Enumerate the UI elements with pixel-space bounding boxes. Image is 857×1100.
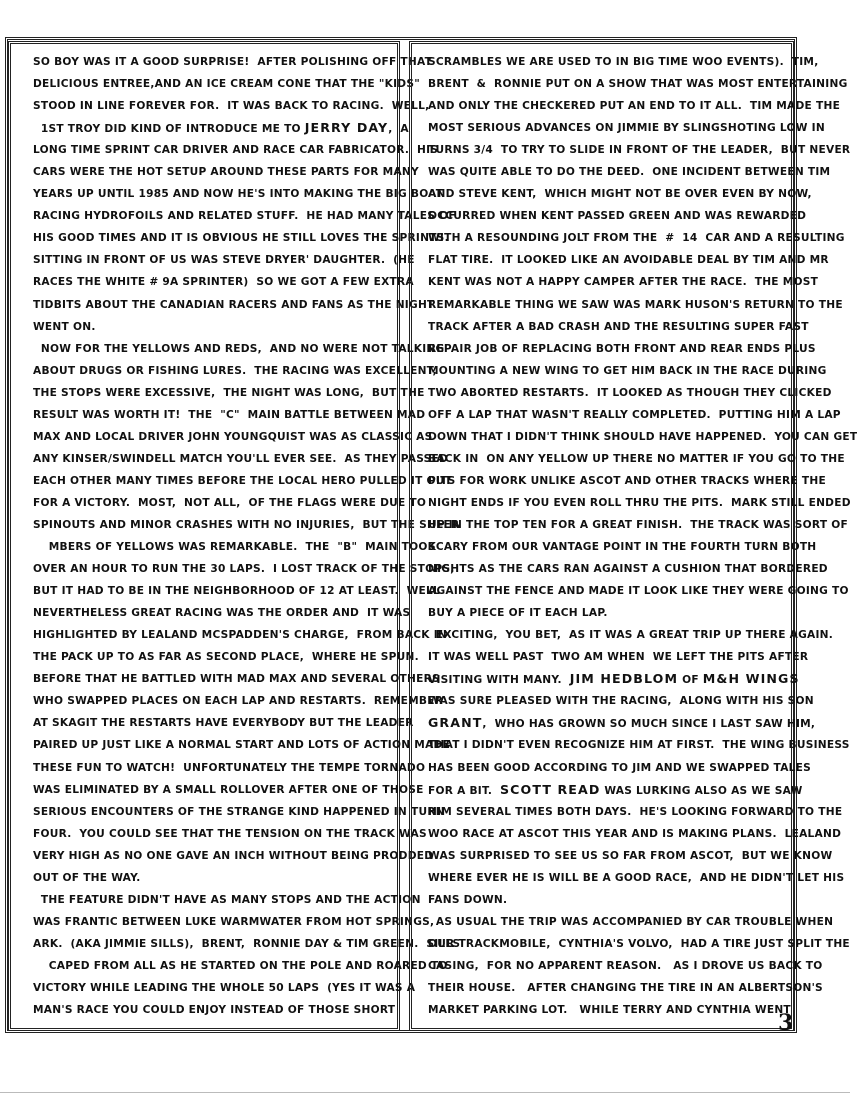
text-line xyxy=(428,514,848,536)
text-segment: OUR TRACKMOBILE, CYNTHIA'S VOLVO, HAD A TIRE JUST SPLIT THE xyxy=(428,937,850,950)
text-segment: AGAINST THE FENCE AND MADE IT LOOK LIKE THEY WERE GOING TO xyxy=(428,585,849,598)
text-line xyxy=(428,712,816,734)
text-segment: RESULT WAS WORTH IT! THE "C" MAIN BATTLE BETWEEN MAD xyxy=(33,408,426,421)
text-segment: TWO ABORTED RESTARTS. IT LOOKED AS THOUGH THEY CLICKED xyxy=(428,386,832,399)
text-segment: CARS WERE THE HOT SETUP AROUND THESE PARTS FOR MANY xyxy=(33,166,419,179)
text-line xyxy=(33,382,425,404)
text-segment: ARK. (AKA JIMMIE SILLS), BRENT, RONNIE DAY & TIM GREEN. SILLS xyxy=(33,937,461,950)
text-segment: SERIOUS ENCOUNTERS OF THE STRANGE KIND HAPPENED IN TURN xyxy=(33,805,445,818)
text-segment: FLAT TIRE. IT LOOKED LIKE AN AVOIDABLE DEAL BY TIM AND MR xyxy=(428,254,829,267)
text-segment: WAS FRANTIC BETWEEN LUKE WARMWATER FROM HOT SPRINGS, xyxy=(33,915,435,928)
text-segment: WAS SURPRISED TO SEE US SO FAR FROM ASCOT, BUT WE KNOW xyxy=(428,849,833,862)
text-segment: PITS FOR WORK UNLIKE ASCOT AND OTHER TRACKS WHERE THE xyxy=(428,474,826,487)
text-line xyxy=(428,779,803,801)
text-segment: BUY A PIECE OF IT EACH LAP. xyxy=(428,607,608,620)
text-line xyxy=(428,646,809,668)
text-segment: HIS GOOD TIMES AND IT IS OBVIOUS HE STILL LOVES THE SPRINTS. xyxy=(33,232,449,245)
text-segment: OFF A LAP THAT WASN'T REALLY COMPLETED. PUTTING HIM A LAP xyxy=(428,408,841,421)
text-line xyxy=(33,955,448,977)
text-segment: NEVERTHELESS GREAT RACING WAS THE ORDER AND IT WAS xyxy=(33,607,411,620)
text-segment: TIDBITS ABOUT THE CANADIAN RACERS AND FANS AS THE NIGHT xyxy=(33,298,435,311)
right-column xyxy=(409,41,857,1031)
text-segment: UP IN THE TOP TEN FOR A GREAT FINISH. THE TRACK WAS SORT OF xyxy=(428,518,848,531)
text-line xyxy=(428,558,828,580)
text-segment: SITTING IN FRONT OF US WAS STEVE DRYER' DAUGHTER. (HE xyxy=(33,254,415,267)
text-segment: FANS DOWN. xyxy=(428,893,508,906)
text-segment: CAPED FROM ALL AS HE STARTED ON THE POLE AND ROARED TO xyxy=(33,959,448,972)
text-segment: EACH OTHER MANY TIMES BEFORE THE LOCAL HERO PULLED IT OUT xyxy=(33,474,453,487)
text-segment: WHERE EVER HE IS WILL BE A GOOD RACE, AND HE DIDN'T LET HIS xyxy=(428,871,845,884)
text-line xyxy=(33,316,389,338)
text-segment: DELICIOUS ENTREE,AND AN ICE CREAM CONE THAT THE "KIDS" xyxy=(33,78,420,91)
text-line xyxy=(428,690,814,712)
text-line xyxy=(33,867,389,889)
text-line xyxy=(33,470,453,492)
text-line xyxy=(33,271,414,293)
text-segment: HAS BEEN GOOD ACCORDING TO JIM AND WE SWAPPED TALES xyxy=(428,761,812,774)
text-line xyxy=(428,889,785,911)
text-line xyxy=(33,558,455,580)
text-segment: THEIR HOUSE. AFTER CHANGING THE TIRE IN AN ALBERTSON'S xyxy=(428,981,823,994)
text-segment: IT WAS WELL PAST TWO AM WHEN WE LEFT THE PITS AFTER xyxy=(428,651,809,664)
text-line xyxy=(33,602,411,624)
text-segment: REMARKABLE THING WE SAW WAS MARK HUSON'S RETURN TO THE xyxy=(428,298,843,311)
text-line xyxy=(33,294,435,316)
text-line xyxy=(428,227,845,249)
text-segment: BUT IT HAD TO BE IN THE NEIGHBORHOOD OF 12 AT LEAST. WELL xyxy=(33,585,441,598)
text-line xyxy=(428,51,819,73)
text-line xyxy=(428,316,809,338)
text-segment: EXCITING, YOU BET, AS IT WAS A GREAT TRIP UP THERE AGAIN. xyxy=(428,629,834,642)
text-segment: WAS SURE PLEASED WITH THE RACING, ALONG WITH HIS SON xyxy=(428,695,814,708)
text-line xyxy=(428,404,841,426)
text-segment: TRACK AFTER A BAD CRASH AND THE RESULTING SUPER FAST xyxy=(428,320,809,333)
bottom-rule xyxy=(0,1092,850,1093)
text-line xyxy=(33,977,416,999)
highlighted-name: JIM HEDBLOM xyxy=(569,671,679,687)
text-segment: 1ST TROY DID KIND OF INTRODUCE ME TO xyxy=(33,123,305,136)
text-segment: RACING HYDROFOILS AND RELATED STUFF. HE HAD MANY TALES OF xyxy=(33,210,456,223)
text-line xyxy=(33,690,444,712)
text-line xyxy=(428,867,845,889)
text-line xyxy=(428,73,848,95)
text-segment: FOUR. YOU COULD SEE THAT THE TENSION ON THE TRACK WAS xyxy=(33,827,427,840)
text-segment: THESE FUN TO WATCH! UNFORTUNATELY THE TEMPE TORNADO xyxy=(33,761,426,774)
text-line xyxy=(33,911,435,933)
text-segment: LONG TIME SPRINT CAR DRIVER AND RACE CAR FABRICATOR. HIS xyxy=(33,144,439,157)
text-segment: THE FEATURE DIDN'T HAVE AS MANY STOPS AND THE ACTION xyxy=(33,893,421,906)
text-segment: REPAIR JOB OF REPLACING BOTH FRONT AND REAR ENDS PLUS xyxy=(428,342,816,355)
text-segment: OCCURRED WHEN KENT PASSED GREEN AND WAS REWARDED xyxy=(428,210,807,223)
text-line xyxy=(33,580,441,602)
page-number: 3 xyxy=(778,1010,794,1036)
text-line xyxy=(428,205,807,227)
text-line xyxy=(428,382,832,404)
text-segment: VICTORY WHILE LEADING THE WHOLE 50 LAPS (YES IT WAS A xyxy=(33,981,416,994)
text-segment: TURNS 3/4 TO TRY TO SLIDE IN FRONT OF THE LEADER, BUT NEVER xyxy=(428,144,851,157)
text-line xyxy=(33,668,440,690)
text-line xyxy=(33,139,439,161)
text-line xyxy=(428,602,785,624)
text-segment: FOR A VICTORY. MOST, NOT ALL, OF THE FLAGS WERE DUE TO xyxy=(33,496,427,509)
text-segment: AND ONLY THE CHECKERED PUT AN END TO IT ALL. TIM MADE THE xyxy=(428,100,841,113)
text-segment: SCRAMBLES WE ARE USED TO IN BIG TIME WOO EVENTS). TIM, xyxy=(428,56,819,68)
text-segment: MAX AND LOCAL DRIVER JOHN YOUNGQUIST WAS AS CLASSIC AS xyxy=(33,430,433,443)
text-line xyxy=(33,51,433,73)
text-segment: ANY KINSER/SWINDELL MATCH YOU'LL EVER SEE. AS THEY PASSED xyxy=(33,452,449,465)
text-segment: WAS LURKING ALSO AS WE SAW xyxy=(600,784,803,797)
text-line xyxy=(428,757,812,779)
text-line xyxy=(428,955,823,977)
text-line xyxy=(33,514,460,536)
text-line xyxy=(33,624,448,646)
text-line xyxy=(33,73,420,95)
text-line xyxy=(33,183,444,205)
text-line xyxy=(428,580,849,602)
text-line xyxy=(33,757,426,779)
text-line xyxy=(33,712,414,734)
text-line xyxy=(33,360,437,382)
text-segment: VERY HIGH AS NO ONE GAVE AN INCH WITHOUT BEING PRODDED xyxy=(33,849,434,862)
text-segment: OF xyxy=(678,674,703,687)
text-line xyxy=(33,205,456,227)
text-segment: MOUNTING A NEW WING TO GET HIM BACK IN THE RACE DURING xyxy=(428,364,827,377)
highlighted-name: GRANT xyxy=(428,715,483,731)
text-line xyxy=(428,271,819,293)
text-line xyxy=(33,845,434,867)
text-segment: SCARY FROM OUR VANTAGE POINT IN THE FOURTH TURN BOTH xyxy=(428,541,817,554)
text-line xyxy=(428,360,827,382)
text-line xyxy=(428,734,850,756)
text-segment: NIGHT ENDS IF YOU EVEN ROLL THRU THE PITS. MARK STILL ENDED xyxy=(428,496,851,509)
text-segment: DOWN THAT I DIDN'T THINK SHOULD HAVE HAPPENED. YOU CAN GET xyxy=(428,430,857,443)
text-segment: WAS ELIMINATED BY A SMALL ROLLOVER AFTER ONE OF THOSE xyxy=(33,783,424,796)
text-line xyxy=(33,404,426,426)
text-segment: MAN'S RACE YOU COULD ENJOY INSTEAD OF THOSE SHORT xyxy=(33,1004,396,1017)
text-line xyxy=(33,779,424,801)
text-segment: THAT I DIDN'T EVEN RECOGNIZE HIM AT FIRST. THE WING BUSINESS xyxy=(428,739,850,752)
text-segment: VISITING WITH MANY. xyxy=(428,674,570,687)
text-segment: WENT ON. xyxy=(33,320,96,333)
text-line xyxy=(428,294,843,316)
highlighted-name: M&H WINGS xyxy=(702,671,800,687)
text-segment: , A xyxy=(388,123,409,136)
text-segment: BRENT & RONNIE PUT ON A SHOW THAT WAS MOST ENTERTAINING xyxy=(428,78,848,91)
text-segment: STOOD IN LINE FOREVER FOR. IT WAS BACK TO RACING. WELL, xyxy=(33,100,430,113)
text-segment: KENT WAS NOT A HAPPY CAMPER AFTER THE RACE. THE MOST xyxy=(428,276,819,289)
text-line xyxy=(33,999,396,1021)
text-segment: WITH A RESOUNDING JOLT FROM THE # 14 CAR AND A RESULTING xyxy=(428,232,845,245)
text-line xyxy=(428,624,834,646)
text-line xyxy=(428,161,831,183)
text-line xyxy=(33,933,461,955)
text-segment: , WHO HAS GROWN SO MUCH SINCE I LAST SAW HIM, xyxy=(482,718,816,731)
text-line xyxy=(428,249,829,271)
text-segment: SPINOUTS AND MINOR CRASHES WITH NO INJURIES, BUT THE SHEER xyxy=(33,518,460,531)
text-segment: MOST SERIOUS ADVANCES ON JIMMIE BY SLINGSHOTING LOW IN xyxy=(428,122,825,135)
text-segment: AS USUAL THE TRIP WAS ACCOMPANIED BY CAR TROUBLE WHEN xyxy=(428,915,834,928)
text-line xyxy=(428,668,800,690)
highlighted-name: SCOTT READ xyxy=(500,781,601,797)
text-segment: HIM SEVERAL TIMES BOTH DAYS. HE'S LOOKING FORWARD TO THE xyxy=(428,805,843,818)
text-line xyxy=(33,889,421,911)
text-line xyxy=(33,734,451,756)
text-line xyxy=(33,161,419,183)
text-segment: SO BOY WAS IT A GOOD SURPRISE! AFTER POLISHING OFF THAT xyxy=(33,56,433,68)
text-line xyxy=(428,338,816,360)
text-line xyxy=(428,911,834,933)
text-line xyxy=(428,117,825,139)
text-line xyxy=(428,999,791,1021)
text-line xyxy=(428,470,826,492)
text-line xyxy=(428,977,823,999)
text-segment: AND STEVE KENT, WHICH MIGHT NOT BE OVER EVEN BY NOW, xyxy=(428,188,812,201)
text-line xyxy=(428,801,843,823)
text-line xyxy=(428,139,851,161)
text-segment: CASING, FOR NO APPARENT REASON. AS I DROVE US BACK TO xyxy=(428,959,823,972)
text-line xyxy=(33,117,409,139)
text-segment: MBERS OF YELLOWS WAS REMARKABLE. THE "B" MAIN TOOK xyxy=(33,541,437,554)
text-line xyxy=(428,95,841,117)
text-segment: WOO RACE AT ASCOT THIS YEAR AND IS MAKING PLANS. LEALAND xyxy=(428,827,842,840)
text-segment: WHO SWAPPED PLACES ON EACH LAP AND RESTARTS. REMEMBER xyxy=(33,695,444,708)
text-segment: ABOUT DRUGS OR FISHING LURES. THE RACING WAS EXCELLENT, xyxy=(33,364,437,377)
text-line xyxy=(428,492,851,514)
text-segment: PAIRED UP JUST LIKE A NORMAL START AND LOTS OF ACTION MADE xyxy=(33,739,451,752)
text-line xyxy=(33,249,415,271)
text-segment: NIGHTS AS THE CARS RAN AGAINST A CUSHION THAT BORDERED xyxy=(428,563,828,576)
text-segment: BEFORE THAT HE BATTLED WITH MAD MAX AND SEVERAL OTHERS xyxy=(33,673,440,686)
text-line xyxy=(33,227,449,249)
text-line xyxy=(33,95,430,117)
text-line xyxy=(33,338,445,360)
text-segment: THE STOPS WERE EXCESSIVE, THE NIGHT WAS LONG, BUT THE xyxy=(33,386,425,399)
text-line xyxy=(33,426,433,448)
text-line xyxy=(428,448,845,470)
text-line xyxy=(33,801,445,823)
text-segment: AT SKAGIT THE RESTARTS HAVE EVERYBODY BUT THE LEADER xyxy=(33,717,414,730)
text-segment: OUT OF THE WAY. xyxy=(33,871,141,884)
text-line xyxy=(428,536,817,558)
text-line xyxy=(428,183,812,205)
text-line xyxy=(33,448,449,470)
text-segment: OVER AN HOUR TO RUN THE 30 LAPS. I LOST TRACK OF THE STOPS, xyxy=(33,563,455,576)
text-segment: NOW FOR THE YELLOWS AND REDS, AND NO WERE NOT TALKING xyxy=(33,342,445,355)
text-segment: FOR A BIT. xyxy=(428,784,501,797)
text-line xyxy=(428,823,842,845)
text-line xyxy=(33,492,427,514)
text-segment: BACK IN ON ANY YELLOW UP THERE NO MATTER IF YOU GO TO THE xyxy=(428,452,845,465)
highlighted-name: JERRY DAY xyxy=(304,120,389,136)
text-line xyxy=(428,426,857,448)
text-segment: RACES THE WHITE # 9A SPRINTER) SO WE GOT A FEW EXTRA xyxy=(33,276,414,289)
text-segment: YEARS UP UNTIL 1985 AND NOW HE'S INTO MAKING THE BIG BOAT xyxy=(33,188,444,201)
text-segment: HIGHLIGHTED BY LEALAND MCSPADDEN'S CHARGE, FROM BACK IN xyxy=(33,629,448,642)
text-segment: THE PACK UP TO AS FAR AS SECOND PLACE, WHERE HE SPUN. xyxy=(33,651,419,664)
text-line xyxy=(33,536,437,558)
text-line xyxy=(33,823,427,845)
text-segment: WAS QUITE ABLE TO DO THE DEED. ONE INCIDENT BETWEEN TIM xyxy=(428,166,831,179)
text-segment: MARKET PARKING LOT. WHILE TERRY AND CYNTHIA WENT xyxy=(428,1004,791,1017)
text-line xyxy=(428,845,833,867)
text-line xyxy=(33,646,419,668)
text-line xyxy=(428,933,850,955)
